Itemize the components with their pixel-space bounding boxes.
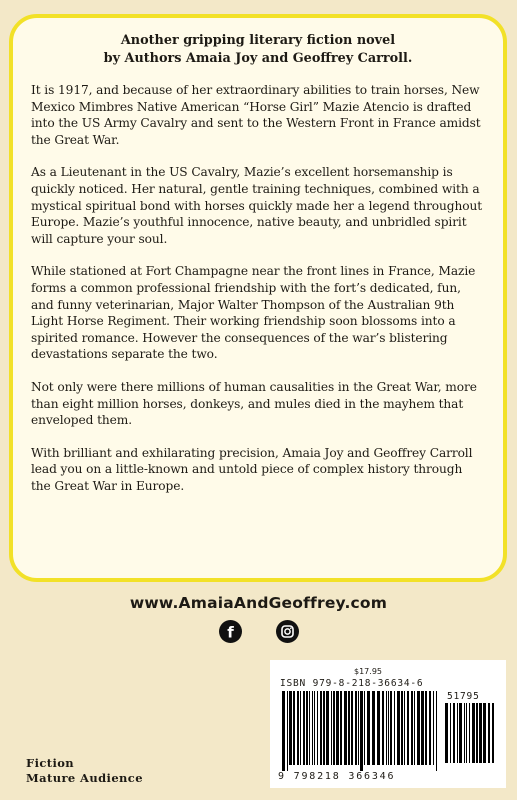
add-on-digits: 51795 [447, 691, 480, 702]
blurb-paragraph-4: Not only were there millions of human causalities in the Great War, more than eight million horses, donkeys, and mules died in the mayhem that enveloped them. [31, 379, 477, 428]
barcode-digits: 9 798218 366346 [278, 771, 396, 782]
social-links [0, 620, 517, 643]
genre-fiction: Fiction [26, 756, 75, 770]
blurb-paragraph-1: It is 1917, and because of her extraordinary abilities to train horses, New Mexico Mimbres Native American “Horse Girl” Mazie Atencio is drafted into the US Army Cavalry and sent to the Western Front in France amidst the Great War. [31, 83, 481, 147]
blurb-paragraph-5: With brilliant and exhilarating precision, Amaia Joy and Geoffrey Carroll lead you on a little-known and untold piece of complex history through the Great War in Europe. [31, 445, 473, 493]
website-link[interactable]: www.AmaiaAndGeoffrey.com [129, 594, 388, 612]
add-on-bars [445, 703, 499, 769]
headline-line-1: Another gripping literary fiction novel [120, 33, 396, 48]
blurb-paragraph-3: While stationed at Fort Champagne near the front lines in France, Mazie forms a common professional friendship with the fort’s dedicated, fun, and funny veterinarian, Major Walter Thompson of the Australian 9th Light Horse Regiment. Their working friendship soon blossoms into a spirited romance. However the consequences of the war’s blistering devastations separate the two. [31, 264, 476, 362]
genre-label [26, 756, 143, 786]
isbn-label: ISBN 979-8-218-36634-6 [280, 678, 424, 689]
blurb-headline [31, 32, 485, 68]
barcode-bars [282, 691, 442, 771]
genre-audience: Mature Audience [26, 771, 143, 785]
price-label: $17.95 [354, 667, 382, 676]
isbn-barcode [270, 660, 506, 788]
blurb-box [9, 14, 507, 582]
instagram-icon[interactable] [276, 620, 299, 643]
blurb-paragraph-2: As a Lieutenant in the US Cavalry, Mazie’s excellent horsemanship is quickly noticed. Her natural, gentle training techniques, combined with a mystical spiritual bond with horses quickly made her a legend throughout Europe. Mazie’s youthful innocence, native beauty, and unbridled spirit will capture your soul. [31, 165, 483, 246]
svg-text:f: f [226, 623, 234, 642]
headline-line-2: by Authors Amaia Joy and Geoffrey Carroll. [103, 51, 413, 66]
facebook-icon[interactable] [219, 620, 242, 643]
